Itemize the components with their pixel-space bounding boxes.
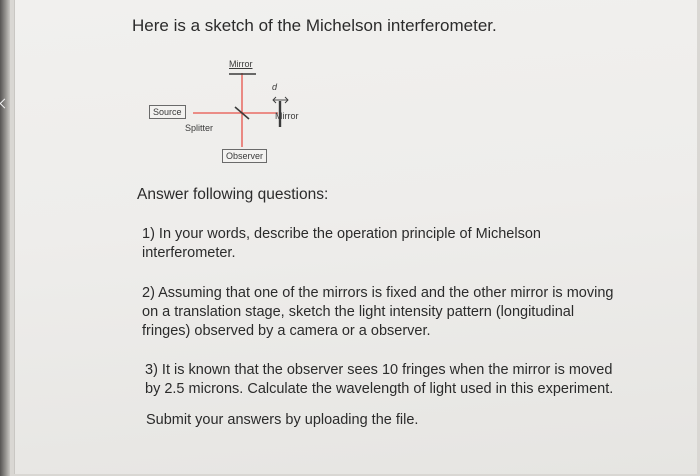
left-edge xyxy=(0,0,10,476)
label-source: Source xyxy=(149,105,186,119)
question-card xyxy=(14,0,697,474)
question-2-line-2: on a translation stage, sketch the light intensity pattern (longitudinal xyxy=(142,304,575,320)
intro-text: Here is a sketch of the Michelson interferometer. xyxy=(132,16,497,35)
submit-note: Submit your answers by uploading the file. xyxy=(146,412,419,428)
question-3-line-2: by 2.5 microns. Calculate the wavelength of light used in this experiment. xyxy=(145,381,614,397)
label-observer: Observer xyxy=(222,149,267,163)
question-2-line-1: 2) Assuming that one of the mirrors is fixed and the other mirror is moving xyxy=(142,285,614,301)
chevron-left-icon xyxy=(0,99,9,109)
label-splitter: Splitter xyxy=(185,123,214,133)
question-3-line-1: 3) It is known that the observer sees 10 fringes when the mirror is moved xyxy=(145,362,613,378)
label-mirror-top: Mirror xyxy=(229,59,253,69)
question-1-line-2: interferometer. xyxy=(142,245,236,261)
question-1-line-1: 1) In your words, describe the operation principle of Michelson xyxy=(142,226,541,242)
answer-heading: Answer following questions: xyxy=(137,186,329,203)
question-2-line-3: fringes) observed by a camera or a observer. xyxy=(142,323,431,339)
label-distance: d xyxy=(272,82,278,92)
label-mirror-right: Mirror xyxy=(275,111,299,121)
michelson-diagram xyxy=(135,55,335,170)
